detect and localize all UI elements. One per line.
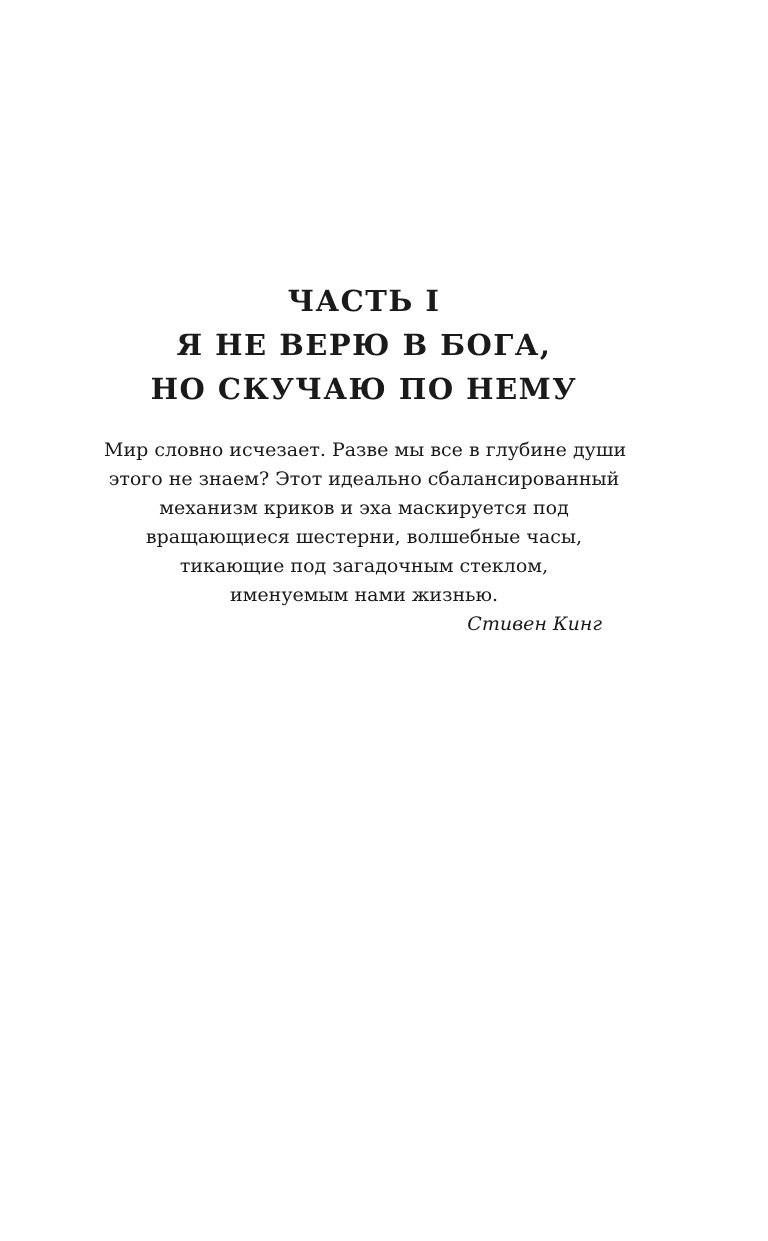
part-heading <box>0 279 728 411</box>
epigraph-line: механизм криков и эха маскируется под <box>159 497 569 519</box>
epigraph <box>104 436 627 610</box>
epigraph-line: тикающие под загадочным стеклом, <box>179 555 549 577</box>
epigraph-author: Стивен Кинг <box>467 613 602 635</box>
epigraph-line: именуемым нами жизнью. <box>229 584 499 606</box>
epigraph-line: Мир словно исчезает. Разве мы все в глубине души <box>104 439 627 461</box>
epigraph-line: вращающиеся шестерни, волшебные часы, <box>145 526 583 548</box>
epigraph-line: этого не знаем? Этот идеально сбалансированный <box>108 468 620 490</box>
part-number: ЧАСТЬ I <box>287 284 441 318</box>
part-title-line-1: Я НЕ ВЕРЮ В БОГА, <box>176 328 552 362</box>
part-title-line-2: НО СКУЧАЮ ПО НЕМУ <box>150 372 578 406</box>
